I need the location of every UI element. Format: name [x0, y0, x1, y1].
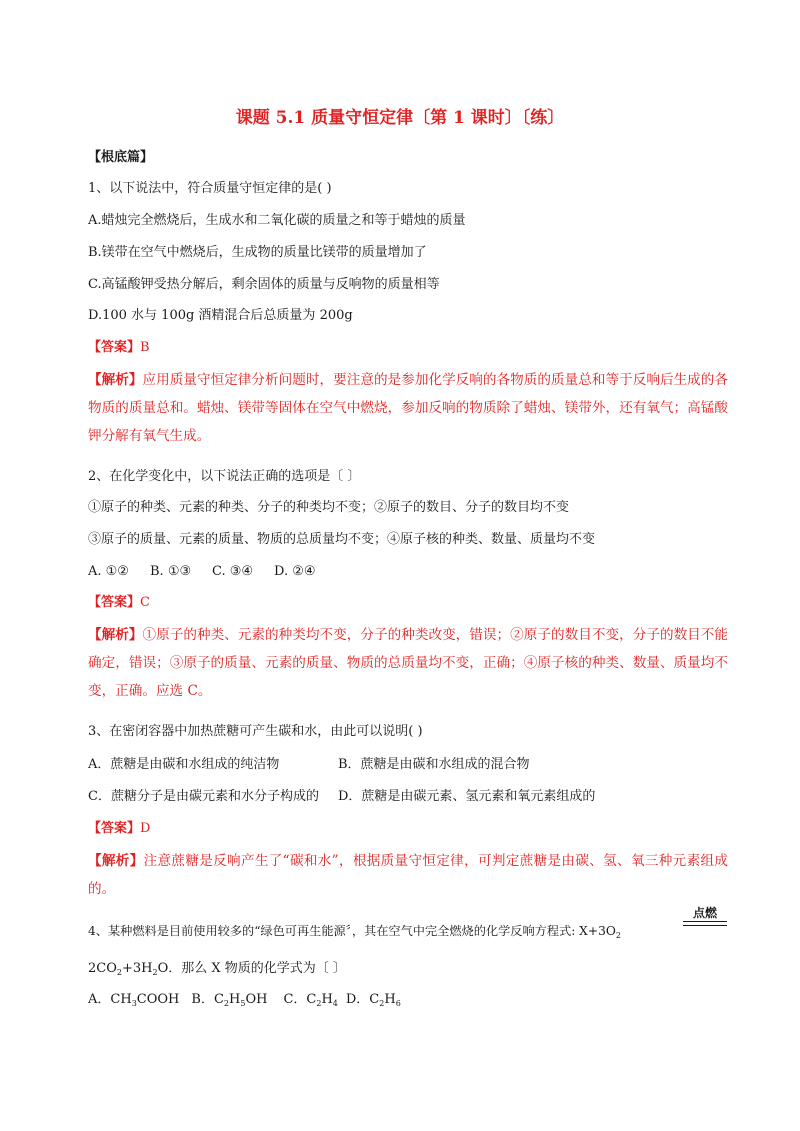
q4-option-c	[283, 991, 337, 1013]
q2-option-b: B. ①③	[150, 564, 192, 579]
subscript: 4	[332, 999, 338, 1008]
formula-part: A．CH	[88, 992, 132, 1007]
q2-statement-1: ①原子的种类、元素的种类、分子的种类均不变；②原子的数目、分子的数目均不变	[88, 500, 570, 515]
q4-stem-subscript: 2	[615, 931, 621, 940]
formula-part: OH	[245, 992, 268, 1007]
q3-stem: 3、在密闭容器中加热蔗糖可产生碳和水，由此可以说明( )	[88, 724, 423, 739]
q2-answer	[88, 594, 728, 612]
answer-tag: 【答案】	[88, 595, 141, 610]
q2-option-a: A. ①②	[88, 564, 129, 579]
analysis-text: 应用质量守恒定律分析问题时，要注意的是参加化学反响的各物质的质量总和等于反响后生成的各物质的质量总和。蜡烛、镁带等固体在空气中燃烧，参加反响的物质除了蜡烛、镁带外，还有氧气；高锰酸钾分解有氧气生成。	[88, 372, 729, 444]
answer-value: C	[140, 595, 150, 610]
equation-bar-top	[683, 921, 727, 922]
formula-part: COOH	[136, 992, 180, 1007]
analysis-text: ①原子的种类、元素的种类均不变，分子的种类改变，错误；②原子的数目不变，分子的数目不能确定，错误；③原子的质量、元素的质量、物质的总质量均不变，正确；④原子核的种类、数量、质量均不变，正确。应选 C。	[88, 627, 729, 699]
q3-option-a: A．蔗糖是由碳和水组成的纯洁物	[88, 757, 280, 772]
q1-answer	[88, 339, 728, 357]
subscript: 2	[316, 999, 322, 1008]
q4-option-a	[88, 991, 179, 1013]
equation-bar-bottom	[683, 925, 727, 926]
q3-option-c: C．蔗糖分子是由碳元素和水分子构成的	[88, 789, 319, 804]
q1-analysis	[88, 366, 728, 450]
q4-stem	[88, 922, 728, 945]
q3-options-row-1	[88, 756, 728, 774]
subscript: 5	[240, 999, 246, 1008]
formula-part: H	[229, 992, 241, 1007]
subscript: 6	[395, 999, 401, 1008]
page-title: 课题 5.1 质量守恒定律〔第 1 课时〕〔练〕	[235, 108, 565, 128]
q2-options	[88, 563, 728, 581]
q3-option-b: B．蔗糖是由碳和水组成的混合物	[338, 757, 530, 772]
q3-option-d: D．蔗糖是由碳元素、氢元素和氧元素组成的	[338, 789, 596, 804]
answer-tag: 【答案】	[88, 340, 141, 355]
q4-options	[88, 991, 728, 1013]
q4-equation-products	[88, 960, 728, 982]
q1-stem: 1、以下说法中，符合质量守恒定律的是( )	[88, 181, 332, 196]
q4-stem-text: 4、某种燃料是目前使用较多的“绿色可再生能源〞，其在空气中完全燃烧的化学反响方程式: X+3O	[88, 924, 616, 938]
formula-part: B．C	[191, 992, 224, 1007]
analysis-tag: 【解析】	[88, 372, 143, 388]
analysis-tag: 【解析】	[88, 627, 143, 643]
analysis-tag: 【解析】	[88, 853, 144, 869]
product-h2o-prefix: +3H	[121, 961, 153, 976]
q3-options-row-2	[88, 788, 728, 806]
answer-value: D	[140, 821, 151, 836]
q1-option-b: B.镁带在空气中燃烧后，生成物的质量比镁带的质量增加了	[88, 245, 427, 260]
subscript: 2	[116, 968, 122, 977]
q1-option-c: C.高锰酸钾受热分解后，剩余固体的质量与反响物的质量相等	[88, 277, 440, 292]
subscript: 2	[379, 999, 385, 1008]
subscript: 2	[223, 999, 229, 1008]
analysis-text: 注意蔗糖是反响产生了“碳和水”，根据质量守恒定律，可判定蔗糖是由碳、氢、氧三种元素组成的。	[88, 853, 728, 897]
q2-stem: 2、在化学变化中，以下说法正确的选项是〔 〕	[88, 469, 361, 484]
q2-option-d: D. ②④	[274, 564, 316, 579]
formula-part: D．C	[345, 992, 380, 1007]
q3-analysis	[88, 847, 728, 903]
q2-analysis	[88, 621, 728, 705]
product-co2-prefix: 2CO	[88, 961, 117, 976]
q4-option-d	[346, 991, 401, 1013]
q1-option-a: A.蜡烛完全燃烧后，生成水和二氧化碳的质量之和等于蜡烛的质量	[88, 213, 466, 228]
subscript: 3	[131, 999, 137, 1008]
q2-statement-2: ③原子的质量、元素的质量、物质的总质量均不变；④原子核的种类、数量、质量均不变	[88, 532, 596, 547]
formula-part: H	[384, 992, 396, 1007]
q4-question-text: O．那么 X 物质的化学式为〔 〕	[157, 961, 346, 976]
reaction-condition: 点燃	[692, 906, 717, 920]
answer-tag: 【答案】	[88, 821, 141, 836]
q4-option-b	[191, 991, 267, 1013]
q2-option-c: C. ③④	[212, 564, 254, 579]
answer-value: B	[140, 340, 150, 355]
q3-answer	[88, 820, 728, 838]
section-heading: 【根底篇】	[88, 150, 154, 165]
formula-part: C．C	[283, 992, 317, 1007]
q1-option-d: D.100 水与 100g 酒精混合后总质量为 200g	[88, 308, 353, 323]
subscript: 2	[152, 968, 158, 977]
formula-part: H	[321, 992, 333, 1007]
